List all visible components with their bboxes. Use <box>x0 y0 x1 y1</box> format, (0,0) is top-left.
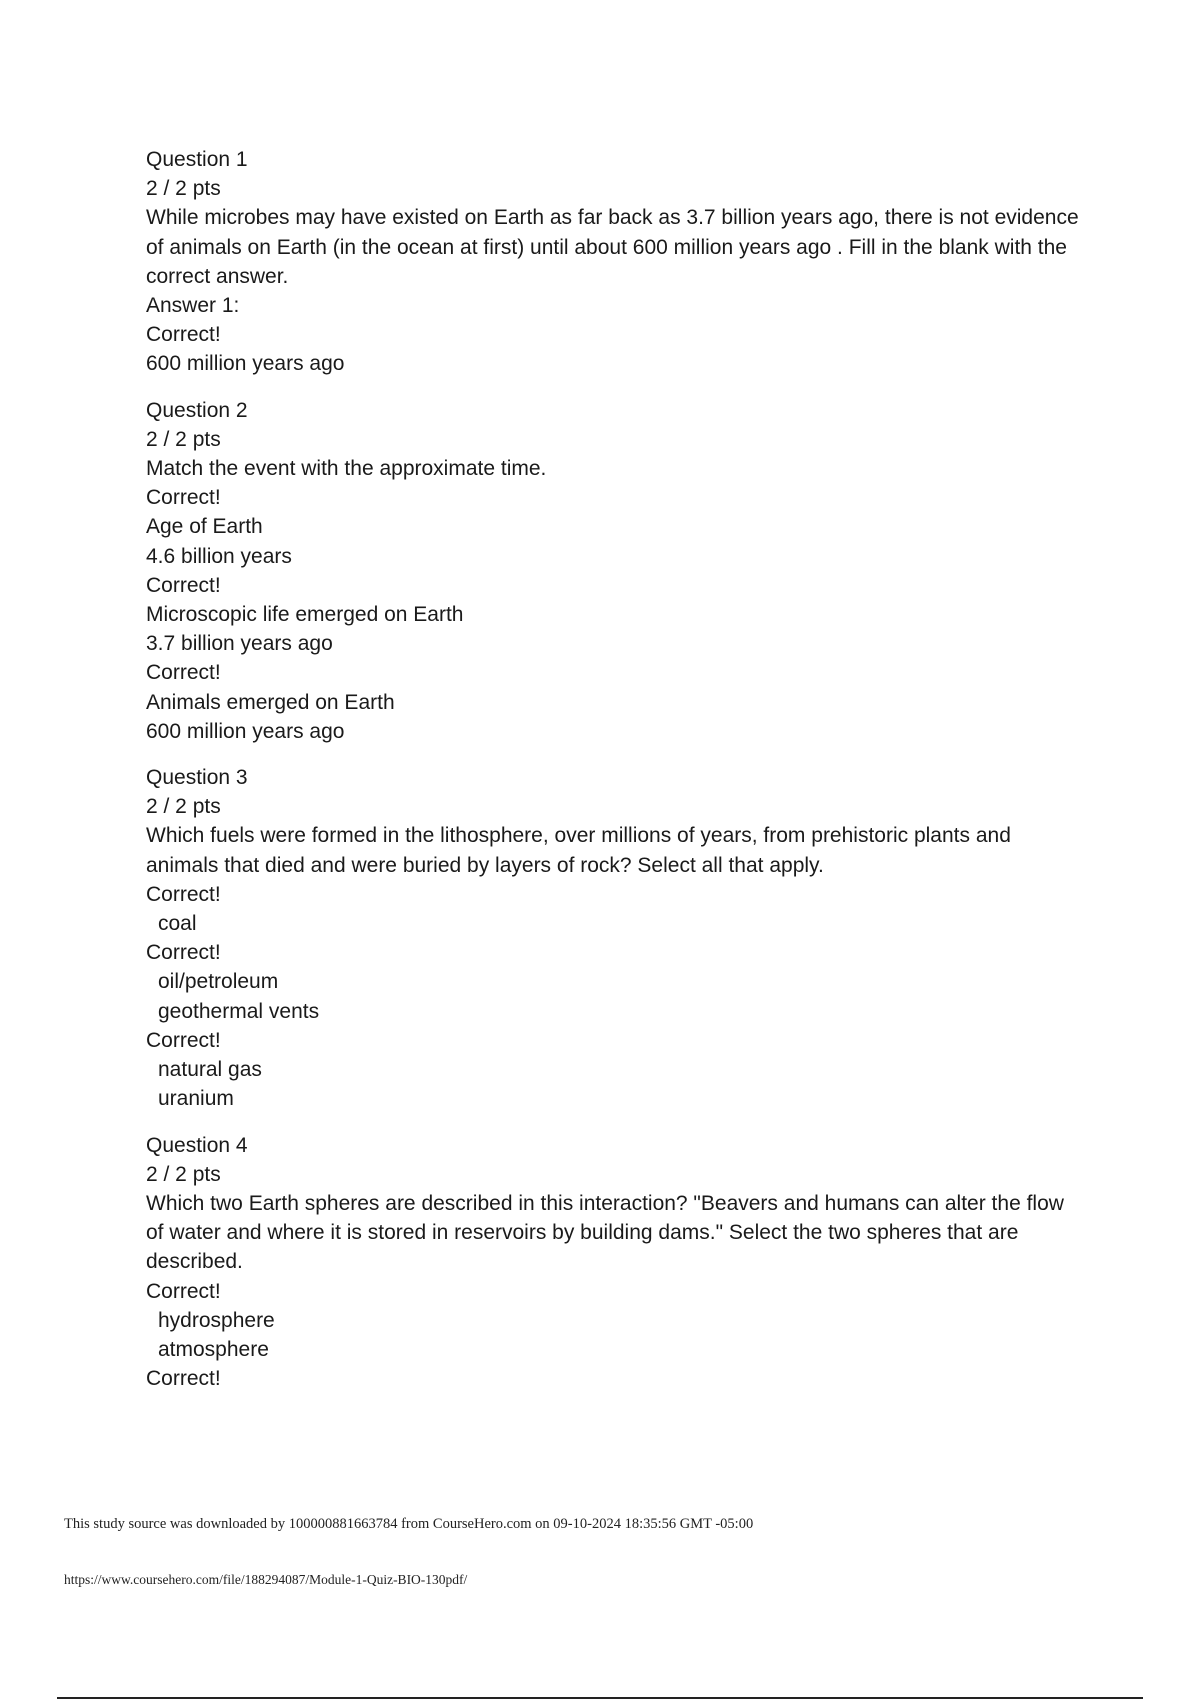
bottom-rule <box>57 1697 1143 1699</box>
source-url: https://www.coursehero.com/file/188294087/Module-1-Quiz-BIO-130pdf/ <box>64 1572 468 1587</box>
match-time: 3.7 billion years ago <box>146 632 333 656</box>
match-event: Age of Earth <box>146 515 263 539</box>
answer-option: coal <box>158 912 197 936</box>
question-title: Question 4 <box>146 1133 248 1157</box>
correct-status: Correct! <box>146 1367 221 1391</box>
answer-option: natural gas <box>158 1058 262 1082</box>
question-points: 2 / 2 pts <box>146 427 221 451</box>
correct-status: Correct! <box>146 661 221 685</box>
answer-option: geothermal vents <box>158 999 320 1023</box>
answer-option: oil/petroleum <box>158 970 279 994</box>
question-points: 2 / 2 pts <box>146 795 221 819</box>
question-1 <box>146 145 1086 379</box>
match-event: Animals emerged on Earth <box>146 690 395 714</box>
question-prompt: Which two Earth spheres are described in this interaction? "Beavers and humans can alter the flow of water and where it is stored in reservoirs by building dams." Select the two spheres that are described. <box>146 1191 1064 1274</box>
correct-status: Correct! <box>146 323 221 347</box>
correct-status: Correct! <box>146 1028 221 1052</box>
question-3 <box>146 763 1086 1113</box>
question-prompt: Match the event with the approximate time. <box>146 457 547 481</box>
question-4 <box>146 1131 1086 1394</box>
match-time: 600 million years ago <box>146 719 345 743</box>
correct-status: Correct! <box>146 486 221 510</box>
answer-option: uranium <box>158 1087 234 1111</box>
answer-value: 600 million years ago <box>146 352 345 376</box>
quiz-content <box>146 145 1086 1410</box>
question-title: Question 3 <box>146 766 248 790</box>
match-time: 4.6 billion years <box>146 544 292 568</box>
correct-status: Correct! <box>146 941 221 965</box>
question-title: Question 2 <box>146 398 248 422</box>
answer-option: hydrosphere <box>158 1308 275 1332</box>
correct-status: Correct! <box>146 573 221 597</box>
question-2 <box>146 396 1086 746</box>
answer-option: atmosphere <box>158 1337 269 1361</box>
correct-status: Correct! <box>146 882 221 906</box>
question-title: Question 1 <box>146 148 248 171</box>
question-prompt: Which fuels were formed in the lithosphere, over millions of years, from prehistoric plants and animals that died and were buried by layers of rock? Select all that apply. <box>146 824 1011 877</box>
question-points: 2 / 2 pts <box>146 1162 221 1186</box>
correct-status: Correct! <box>146 1279 221 1303</box>
download-source-notice: This study source was downloaded by 100000881663784 from CourseHero.com on 09-10-2024 18:35:56 GMT -05:00 <box>64 1516 754 1532</box>
question-points: 2 / 2 pts <box>146 177 221 201</box>
question-prompt: While microbes may have existed on Earth as far back as 3.7 billion years ago, there is not evidence of animals on Earth (in the ocean at first) until about 600 million years ago . Fill in the blank with the correct answer. <box>146 206 1079 288</box>
answer-label: Answer 1: <box>146 294 240 318</box>
match-event: Microscopic life emerged on Earth <box>146 603 464 627</box>
